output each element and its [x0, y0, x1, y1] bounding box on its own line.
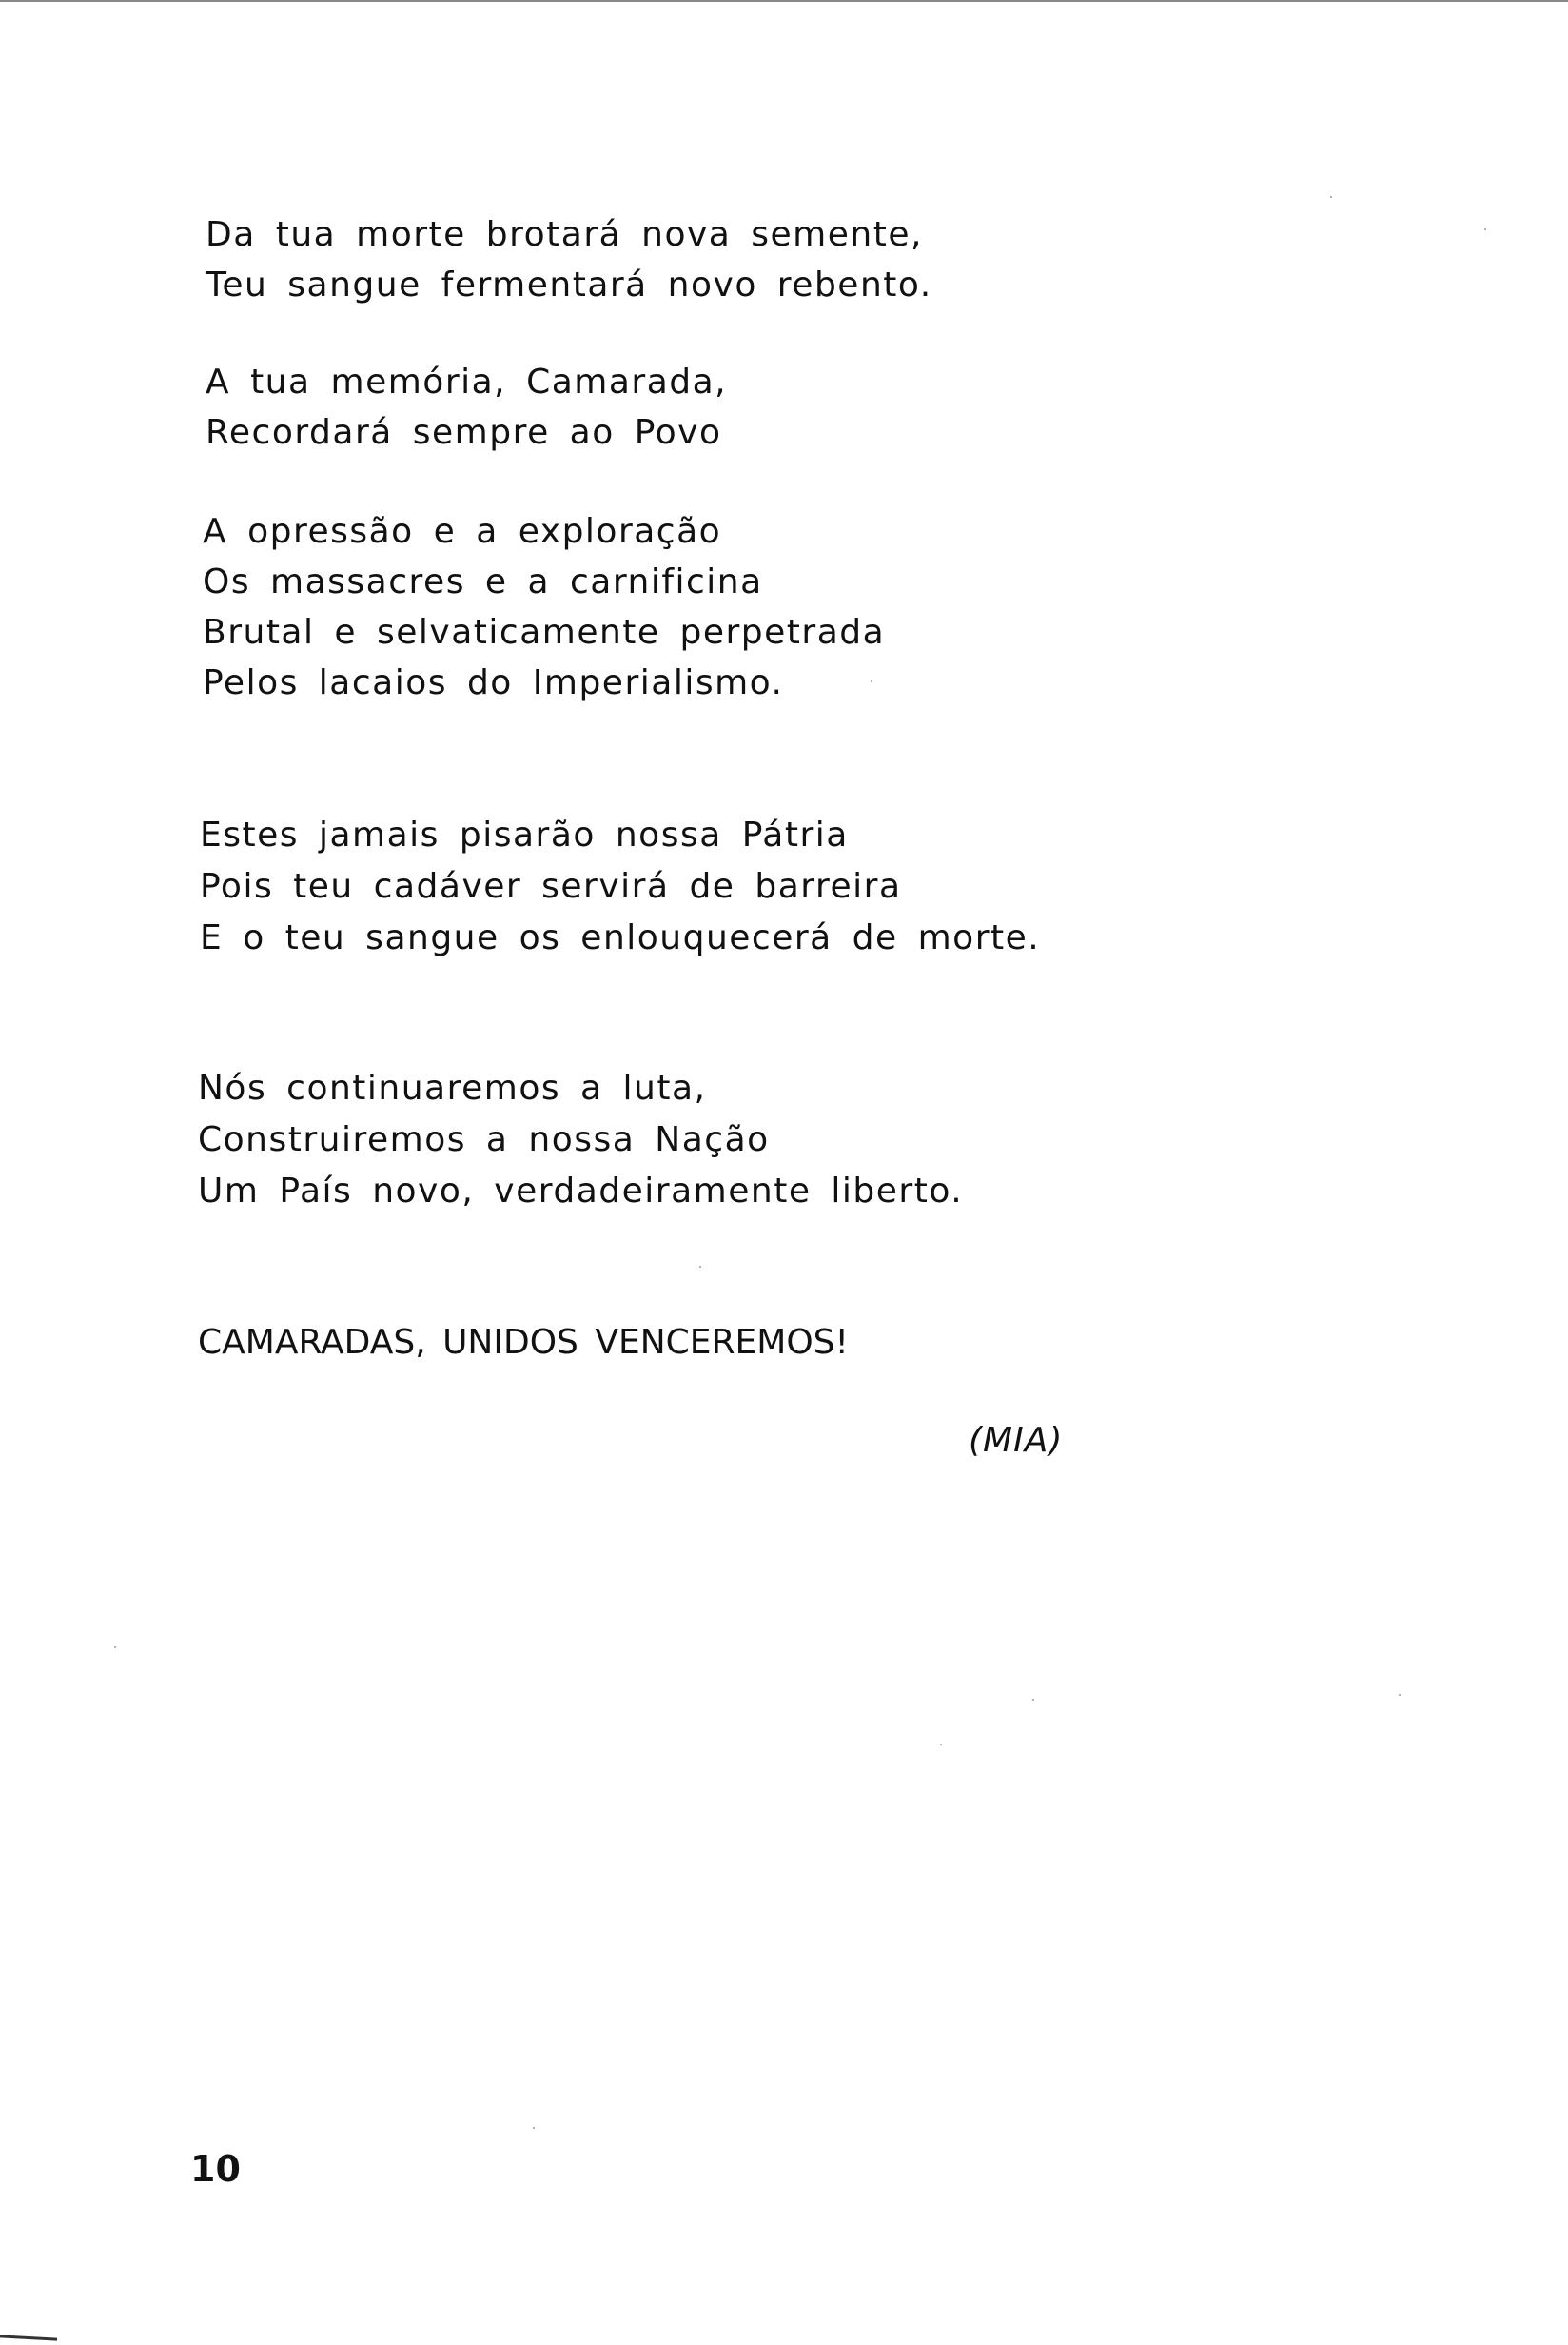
- scan-speck: [114, 1646, 116, 1648]
- scan-speck: [1032, 1699, 1034, 1701]
- page-number: 10: [190, 2148, 241, 2190]
- poem-line: E o teu sangue os enlouquecerá de morte.: [200, 918, 1041, 957]
- scan-speck: [699, 1266, 701, 1268]
- poem-line: Construiremos a nossa Nação: [198, 1120, 770, 1159]
- poem-line: A tua memória, Camarada,: [206, 363, 728, 402]
- scan-speck: [940, 1744, 942, 1745]
- scan-speck: [1484, 228, 1486, 230]
- poem-line: Da tua morte brotará nova semente,: [206, 215, 923, 254]
- page-corner: [0, 2335, 57, 2340]
- poem-line: Nós continuaremos a luta,: [198, 1069, 707, 1108]
- poem-line: A opressão e a exploração: [203, 512, 722, 551]
- poem-line: Teu sangue fermentará novo rebento.: [206, 266, 932, 305]
- poem-line: Recordará sempre ao Povo: [206, 413, 722, 452]
- closing-line: CAMARADAS, UNIDOS VENCEREMOS!: [198, 1323, 849, 1362]
- author-signature: (MIA): [969, 1421, 1064, 1460]
- scan-speck: [1330, 196, 1332, 198]
- poem-line: Brutal e selvaticamente perpetrada: [203, 613, 886, 652]
- scan-speck: [533, 2127, 535, 2129]
- page-edge: [0, 0, 1568, 2]
- scan-speck: [1399, 1694, 1401, 1696]
- scan-speck: [871, 680, 872, 682]
- poem-line: Estes jamais pisarão nossa Pátria: [200, 816, 849, 855]
- poem-line: Um País novo, verdadeiramente liberto.: [198, 1172, 964, 1211]
- poem-line: Os massacres e a carnificina: [203, 562, 763, 601]
- poem-line: Pelos lacaios do Imperialismo.: [203, 663, 784, 702]
- poem-line: Pois teu cadáver servirá de barreira: [200, 867, 902, 906]
